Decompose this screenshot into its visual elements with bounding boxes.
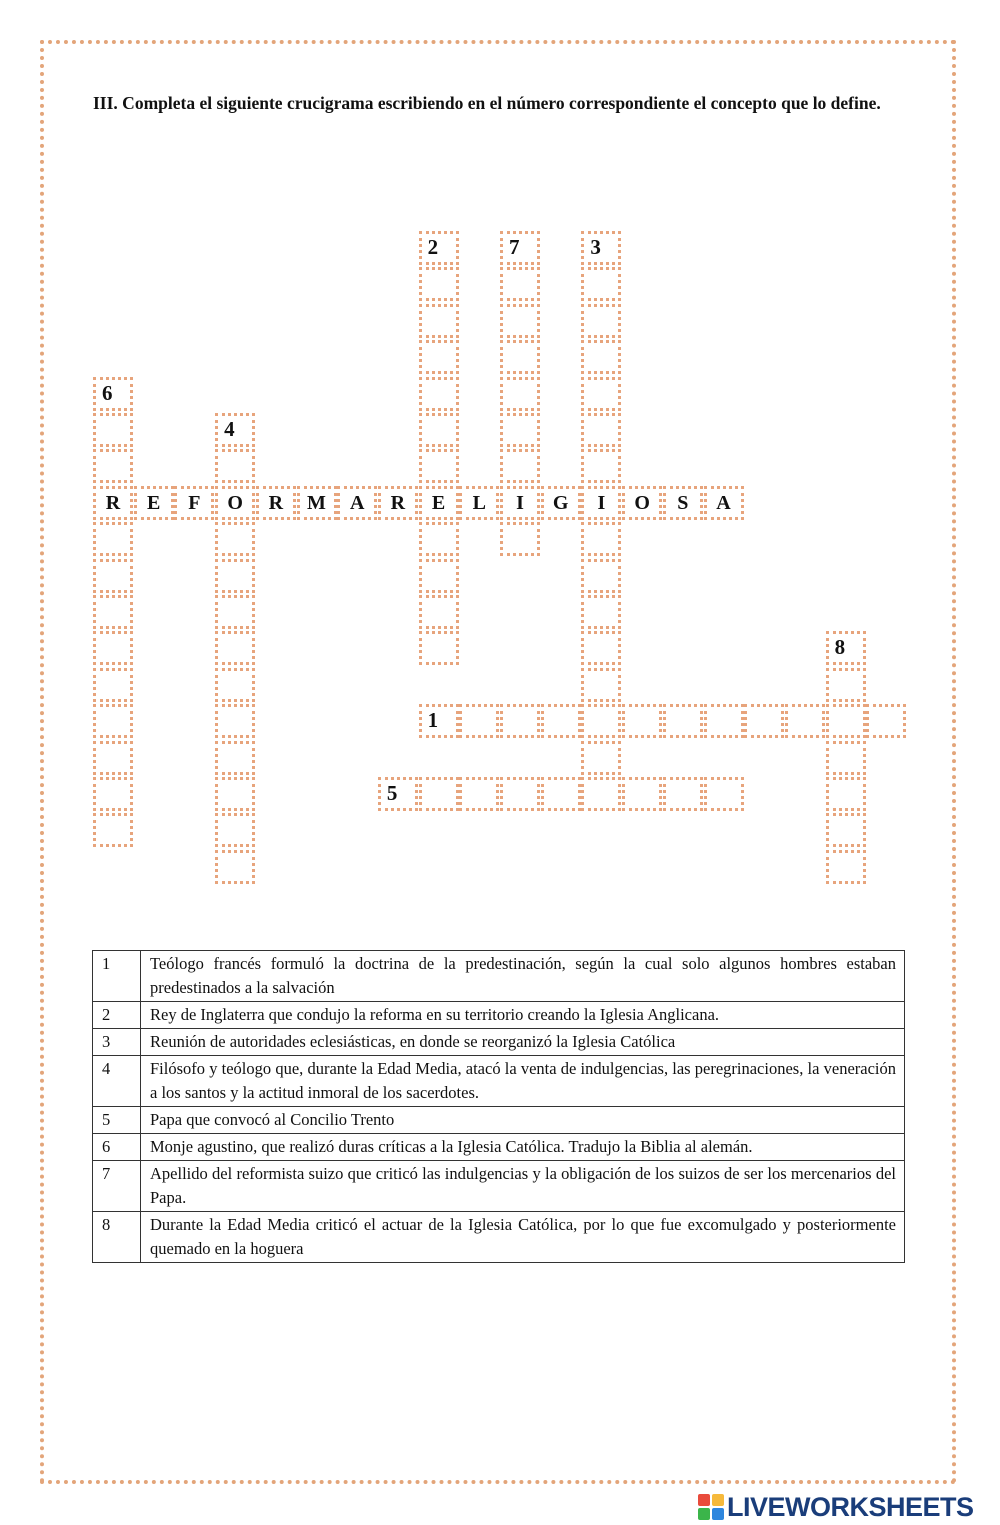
crossword-cell[interactable] (215, 850, 255, 884)
crossword-cell[interactable] (744, 704, 784, 738)
crossword-cell[interactable] (500, 777, 540, 811)
instruction-text: III. Completa el siguiente crucigrama escribiendo en el número correspondiente el concepto que lo define. (93, 93, 881, 113)
clue-number-3: 3 (590, 235, 601, 259)
crossword-cell[interactable] (581, 559, 621, 593)
logo-square-icon (698, 1508, 710, 1520)
crossword-letter: L (472, 491, 486, 514)
logo-square-icon (712, 1494, 724, 1506)
crossword-letter: A (349, 491, 365, 514)
clue-number-6: 6 (102, 380, 113, 405)
crossword-letter: G (552, 491, 569, 514)
crossword-cell[interactable] (663, 777, 703, 811)
clue-text: Apellido del reformista suizo que criticó las indulgencias y la obligación de los suizos de ser los mercenarios del Papa. (141, 1161, 905, 1212)
clue-number: 6 (93, 1134, 141, 1161)
clue-number: 7 (93, 1161, 141, 1212)
crossword-cell[interactable] (419, 304, 459, 338)
clue-row (93, 1002, 905, 1029)
crossword-cell[interactable] (215, 559, 255, 593)
crossword-cell[interactable] (581, 267, 621, 301)
crossword-cell[interactable] (215, 777, 255, 811)
crossword-cell[interactable] (500, 413, 540, 447)
crossword-cell[interactable] (500, 522, 540, 556)
crossword-letter: R (268, 491, 284, 514)
crossword-cell[interactable] (581, 340, 621, 374)
crossword-cell[interactable] (581, 704, 621, 738)
crossword-cell[interactable] (581, 777, 621, 811)
crossword-letter: A (716, 491, 731, 514)
crossword-cell[interactable] (541, 704, 581, 738)
crossword-cell[interactable] (622, 777, 662, 811)
clue-row (93, 1161, 905, 1212)
crossword-cell[interactable] (866, 704, 906, 738)
clue-row (93, 1212, 905, 1263)
crossword-cell[interactable] (419, 413, 459, 447)
crossword-letter: F (188, 491, 201, 514)
clue-text: Rey de Inglaterra que condujo la reforma en su territorio creando la Iglesia Anglicana. (141, 1002, 905, 1029)
clue-text: Papa que convocó al Concilio Trento (141, 1107, 905, 1134)
crossword-cell[interactable] (581, 741, 621, 775)
crossword-cell[interactable] (215, 741, 255, 775)
crossword-cell[interactable] (500, 267, 540, 301)
crossword-cell[interactable] (826, 668, 866, 702)
crossword-cell[interactable] (704, 777, 744, 811)
crossword-cell[interactable] (419, 595, 459, 629)
crossword-letter: R (390, 491, 406, 514)
clue-number-1: 1 (427, 708, 439, 733)
crossword-cell[interactable] (93, 813, 133, 847)
clue-number: 4 (93, 1056, 141, 1107)
crossword-cell[interactable] (581, 522, 621, 556)
clue-number: 8 (93, 1212, 141, 1263)
crossword-cell[interactable] (826, 704, 866, 738)
clue-number-8: 8 (834, 635, 846, 660)
crossword-cell[interactable] (459, 704, 499, 738)
crossword-cell[interactable] (215, 413, 255, 447)
crossword-cell[interactable] (581, 595, 621, 629)
crossword-cell[interactable] (581, 449, 621, 483)
crossword-letter: I (597, 491, 606, 514)
crossword-letter: I (516, 491, 524, 514)
crossword-cell[interactable] (93, 741, 133, 775)
clue-row (93, 1029, 905, 1056)
logo-mark-icon (698, 1494, 724, 1520)
clue-number: 1 (93, 951, 141, 1002)
clue-row (93, 1134, 905, 1161)
crossword-cell[interactable] (581, 413, 621, 447)
crossword-cell[interactable] (500, 231, 540, 265)
clue-number: 2 (93, 1002, 141, 1029)
crossword-cell[interactable] (215, 595, 255, 629)
clue-text: Reunión de autoridades eclesiásticas, en donde se reorganizó la Iglesia Católica (141, 1029, 905, 1056)
crossword-cell[interactable] (215, 631, 255, 665)
crossword-cell[interactable] (785, 704, 825, 738)
crossword-cell[interactable] (500, 449, 540, 483)
crossword-cell[interactable] (459, 777, 499, 811)
crossword-cell[interactable] (93, 704, 133, 738)
clue-number: 3 (93, 1029, 141, 1056)
clue-text: Filósofo y teólogo que, durante la Edad Media, atacó la venta de indulgencias, las peregrinaciones, la veneración a los santos y la actitud inmoral de los sacerdotes. (141, 1056, 905, 1107)
crossword-cell[interactable] (419, 559, 459, 593)
crossword-cell[interactable] (93, 522, 133, 556)
clues-table (92, 950, 905, 1263)
crossword-cell[interactable] (826, 850, 866, 884)
crossword-cell[interactable] (622, 704, 662, 738)
crossword-cell[interactable] (826, 741, 866, 775)
crossword-cell[interactable] (93, 377, 133, 411)
crossword-cell[interactable] (215, 813, 255, 847)
crossword-cell[interactable] (581, 231, 621, 265)
crossword-cell[interactable] (541, 777, 581, 811)
clue-text: Monje agustino, que realizó duras críticas a la Iglesia Católica. Tradujo la Biblia al alemán. (141, 1134, 905, 1161)
crossword-cell[interactable] (419, 631, 459, 665)
crossword-cell[interactable] (215, 704, 255, 738)
crossword-letter: S (677, 491, 689, 514)
crossword-cell[interactable] (419, 377, 459, 411)
crossword-letter: E (431, 491, 446, 514)
crossword-cell[interactable] (378, 777, 418, 811)
clue-row (93, 1107, 905, 1134)
clue-row (93, 951, 905, 1002)
crossword-letter: E (147, 491, 161, 514)
clue-text: Teólogo francés formuló la doctrina de la predestinación, según la cual solo algunos hombres estaban predestinados a la salvación (141, 951, 905, 1002)
crossword-cell[interactable] (419, 231, 459, 265)
crossword-cell[interactable] (93, 668, 133, 702)
crossword-letter: O (634, 491, 650, 514)
crossword-cell[interactable] (215, 668, 255, 702)
crossword-cell[interactable] (581, 631, 621, 665)
crossword-cell[interactable] (93, 631, 133, 665)
liveworksheets-logo (698, 1490, 974, 1524)
crossword-letter: O (227, 491, 243, 514)
crossword-cell[interactable] (419, 267, 459, 301)
crossword-cell[interactable] (419, 704, 459, 738)
clue-text: Durante la Edad Media criticó el actuar de la Iglesia Católica, por lo que fue excomulgado y posteriormente quemado en la hoguera (141, 1212, 905, 1263)
crossword-cell[interactable] (826, 631, 866, 665)
crossword-cell[interactable] (215, 522, 255, 556)
crossword-cell[interactable] (500, 340, 540, 374)
clue-number-5: 5 (386, 781, 398, 805)
crossword-cell[interactable] (93, 449, 133, 483)
crossword-cell[interactable] (500, 304, 540, 338)
crossword-cell[interactable] (826, 813, 866, 847)
crossword-cell[interactable] (419, 449, 459, 483)
logo-square-icon (698, 1494, 710, 1506)
logo-square-icon (712, 1508, 724, 1520)
crossword-cell[interactable] (581, 668, 621, 702)
logo-text: LIVEWORKSHEETS (727, 1491, 974, 1522)
crossword-cell[interactable] (419, 340, 459, 374)
crossword-cell[interactable] (93, 559, 133, 593)
crossword-cell[interactable] (500, 377, 540, 411)
crossword-cell[interactable] (93, 413, 133, 447)
clue-number-2: 2 (427, 235, 439, 259)
crossword-cell[interactable] (826, 777, 866, 811)
clue-number-4: 4 (224, 417, 235, 441)
crossword-cell[interactable] (419, 777, 459, 811)
clue-row (93, 1056, 905, 1107)
crossword-cell[interactable] (581, 377, 621, 411)
clue-number: 5 (93, 1107, 141, 1134)
clue-number-7: 7 (509, 235, 520, 259)
crossword-cell[interactable] (93, 777, 133, 811)
crossword-cell[interactable] (215, 449, 255, 483)
crossword-letter: M (307, 491, 326, 514)
crossword-letter: R (105, 491, 121, 514)
crossword-cell[interactable] (419, 522, 459, 556)
crossword-cell[interactable] (663, 704, 703, 738)
crossword-cell[interactable] (500, 704, 540, 738)
crossword-cell[interactable] (93, 595, 133, 629)
crossword-cell[interactable] (581, 304, 621, 338)
crossword-cell[interactable] (704, 704, 744, 738)
